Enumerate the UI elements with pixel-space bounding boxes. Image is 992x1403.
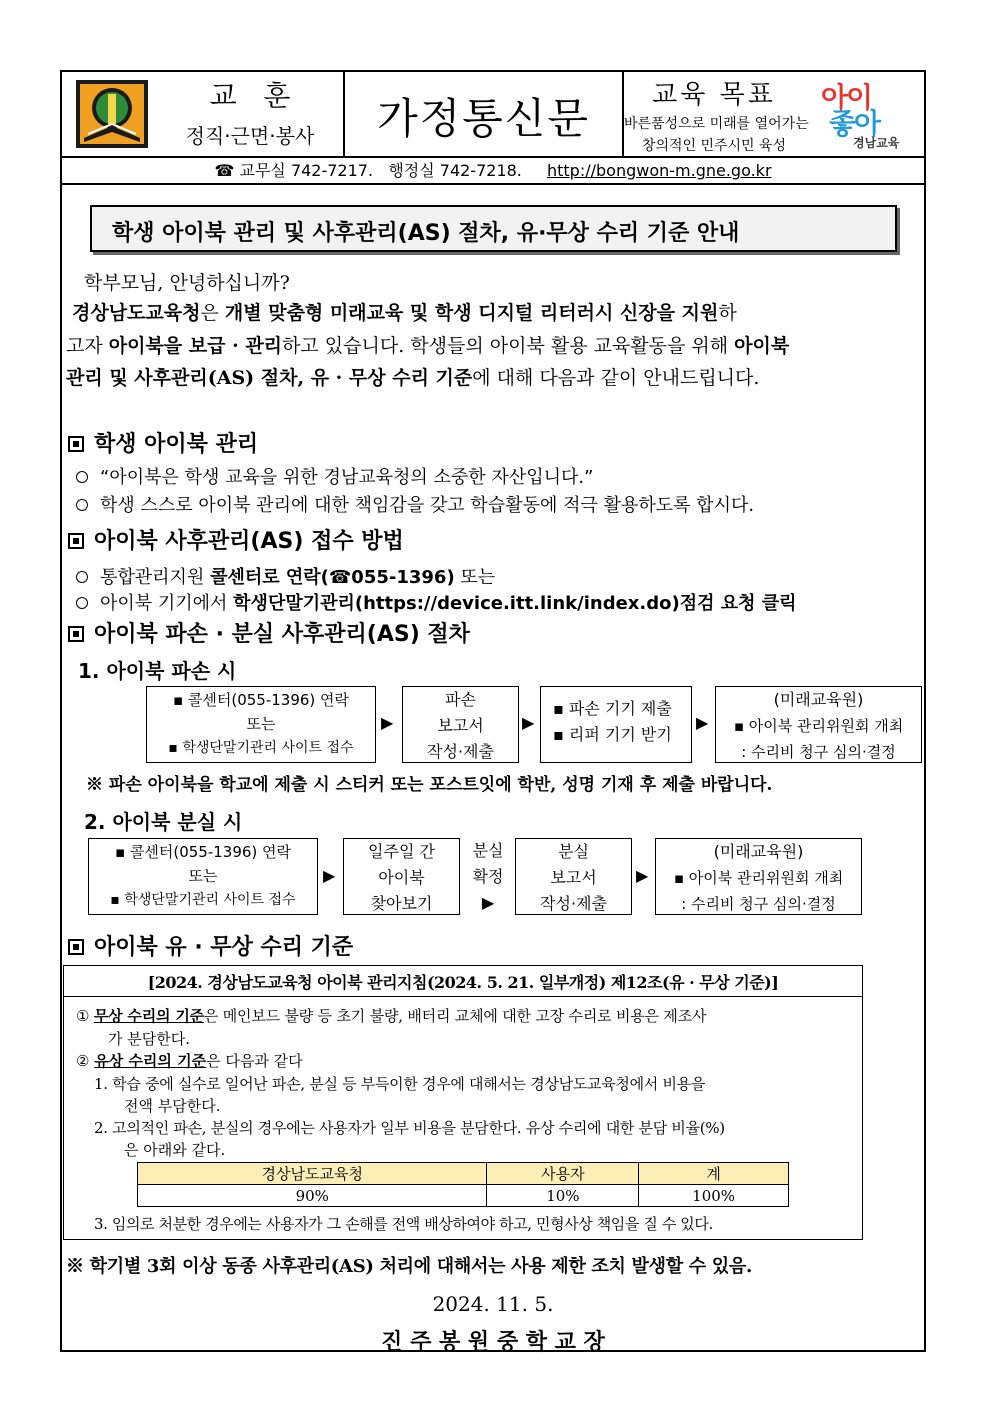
flow-step-box: ▪ 콜센터(055-1396) 연락 또는 ▪ 학생단말기관리 사이트 접수 [88, 838, 318, 915]
square-bullet-icon [68, 626, 84, 642]
damage-note: ※ 파손 아이북을 학교에 제출 시 스티커 또는 포스트잇에 학반, 성명 기재 후 제출 바랍니다. [86, 775, 773, 795]
goal-line2: 창의적인 민주시민 육성 [641, 138, 787, 154]
square-bullet-icon [68, 436, 84, 452]
flow-step-box: 분실 보고서 작성·제출 [515, 838, 632, 915]
circle-bullet-icon [76, 597, 88, 609]
logo-line2: 좋아 [829, 107, 880, 140]
section-heading: 아이북 파손 · 분실 사후관리(AS) 절차 [68, 617, 470, 648]
contact-text: 교무실 742-7217. 행정실 742-7218. [239, 161, 522, 180]
flow-step-box: (미래교육원) ▪ 아이북 관리위원회 개최 : 수리비 청구 심의·결정 [715, 686, 922, 763]
flow-step-box: ▪ 파손 기기 제출 ▪ 리퍼 기기 받기 [540, 686, 692, 763]
cost-share-table [137, 1162, 789, 1207]
motto-text: 정직·근면·봉사 [185, 124, 315, 148]
logo-line1: 아이 [821, 81, 872, 114]
free-repair-criteria-cont: 가 분담한다. [108, 1030, 190, 1048]
subsection-heading: 1. 아이북 파손 시 [78, 659, 237, 683]
paid-rule-1-cont: 전액 부담한다. [124, 1097, 221, 1115]
loss-confirm-label: 분실 확정 ▶ [465, 838, 511, 916]
list-item: “아이북은 학생 교육을 위한 경남교육청의 소중한 자산입니다.” [76, 463, 593, 489]
paid-repair-criteria: ② 유상 수리의 기준은 다음과 같다 [76, 1052, 303, 1070]
intro-line-1: 경상남도교육청은 개별 맞춤형 미래교육 및 학생 디지털 리터러시 신장을 지원하 [72, 302, 737, 324]
circle-bullet-icon [76, 471, 88, 483]
flow-step-box: ▪ 콜센터(055-1396) 연락 또는 ▪ 학생단말기관리 사이트 접수 [146, 686, 376, 763]
arrow-right-icon: ▶ [636, 866, 649, 885]
contact-bottom-line [60, 183, 926, 185]
paid-rule-2: 2. 고의적인 파손, 분실의 경우에는 사용자가 일부 비용을 분담한다. 유상 수리에 대한 분담 비율(%) [94, 1119, 725, 1137]
subsection-heading: 2. 아이북 분실 시 [84, 810, 243, 834]
list-item: 아이북 기기에서 학생단말기관리(https://device.itt.link/index.do)점검 요청 클릭 [76, 589, 797, 615]
arrow-right-icon: ▶ [696, 713, 709, 732]
circle-bullet-icon [76, 499, 88, 511]
table-header-cell: 경상남도교육청 [138, 1163, 487, 1185]
flow-step-box: (미래교육원) ▪ 아이북 관리위원회 개최 : 수리비 청구 심의·결정 [655, 838, 862, 915]
issue-date: 2024. 11. 5. [432, 1292, 554, 1316]
contact-line [60, 158, 926, 181]
arrow-right-icon: ▶ [323, 866, 336, 885]
section-heading: 아이북 유 · 무상 수리 기준 [68, 930, 353, 961]
list-item: 통합관리지원 콜센터로 연락(☎055-1396) 또는 [76, 563, 495, 589]
circle-bullet-icon [76, 571, 88, 583]
criteria-title-divider [64, 996, 862, 997]
table-cell: 100% [639, 1185, 789, 1207]
table-header-cell: 계 [639, 1163, 789, 1185]
intro-line-2: 고자 아이북을 보급 · 관리하고 있습니다. 학생들의 아이북 활용 교육활동을 위해 아이북 [66, 335, 790, 357]
arrow-right-icon: ▶ [481, 893, 495, 912]
section-heading: 아이북 사후관리(AS) 접수 방법 [68, 524, 404, 555]
usage-limit-warning: ※ 학기별 3회 이상 동종 사후관리(AS) 처리에 대해서는 사용 제한 조치 발생할 수 있음. [66, 1256, 752, 1277]
table-header-cell: 사용자 [487, 1163, 639, 1185]
flow-step-box: 파손 보고서 작성·제출 [402, 686, 519, 763]
paid-rule-1: 1. 학습 중에 실수로 일어난 파손, 분실 등 부득이한 경우에 대해서는 경상남도교육청에서 비용을 [94, 1075, 706, 1093]
free-repair-criteria: ① 무상 수리의 기준은 메인보드 불량 등 초기 불량, 배터리 교체에 대한 고장 수리로 비용은 제조사 [76, 1007, 707, 1025]
list-item: 학생 스스로 아이북 관리에 대한 책임감을 갖고 학습활동에 적극 활용하도록 합시다. [76, 491, 754, 517]
school-emblem-icon [74, 78, 150, 150]
goal-title: 교육 목표 [652, 80, 776, 110]
school-url-link[interactable]: http://bongwon-m.gne.go.kr [546, 161, 772, 180]
goal-line1: 바른품성으로 미래를 열어가는 [624, 116, 809, 132]
notice-title-box [90, 205, 897, 252]
motto-title: 교 훈 [209, 79, 291, 112]
square-bullet-icon [68, 939, 84, 955]
table-cell: 90% [138, 1185, 487, 1207]
phone-icon: ☎ [214, 161, 235, 180]
doc-title: 가정통신문 [377, 94, 590, 143]
criteria-box-title: [2024. 경상남도교육청 아이북 관리지침(2024. 5. 21. 일부개정) 제12조(유 · 무상 기준)] [147, 973, 779, 992]
table-cell: 10% [487, 1185, 639, 1207]
arrow-right-icon: ▶ [381, 713, 394, 732]
greeting: 학부모님, 안녕하십니까? [84, 272, 290, 294]
paid-rule-3: 3. 임의로 처분한 경우에는 사용자가 그 손해를 전액 배상하여야 하고, 민형사상 책임을 질 수 있다. [94, 1215, 713, 1233]
notice-title: 학생 아이북 관리 및 사후관리(AS) 절차, 유·무상 수리 기준 안내 [112, 221, 740, 246]
flow-step-box: 일주일 간 아이북 찾아보기 [343, 838, 460, 915]
section-heading: 학생 아이북 관리 [68, 427, 258, 458]
paid-rule-2-cont: 은 아래와 같다. [124, 1141, 226, 1159]
logo-caption: 경남교육 [853, 136, 900, 150]
intro-line-3: 관리 및 사후관리(AS) 절차, 유 · 무상 수리 기준에 대해 다음과 같이 안내드립니다. [66, 367, 760, 389]
square-bullet-icon [68, 533, 84, 549]
principal-signature: 진 주 봉 원 중 학 교 장 [381, 1329, 605, 1355]
ai-joa-logo [815, 76, 917, 152]
arrow-right-icon: ▶ [522, 713, 535, 732]
